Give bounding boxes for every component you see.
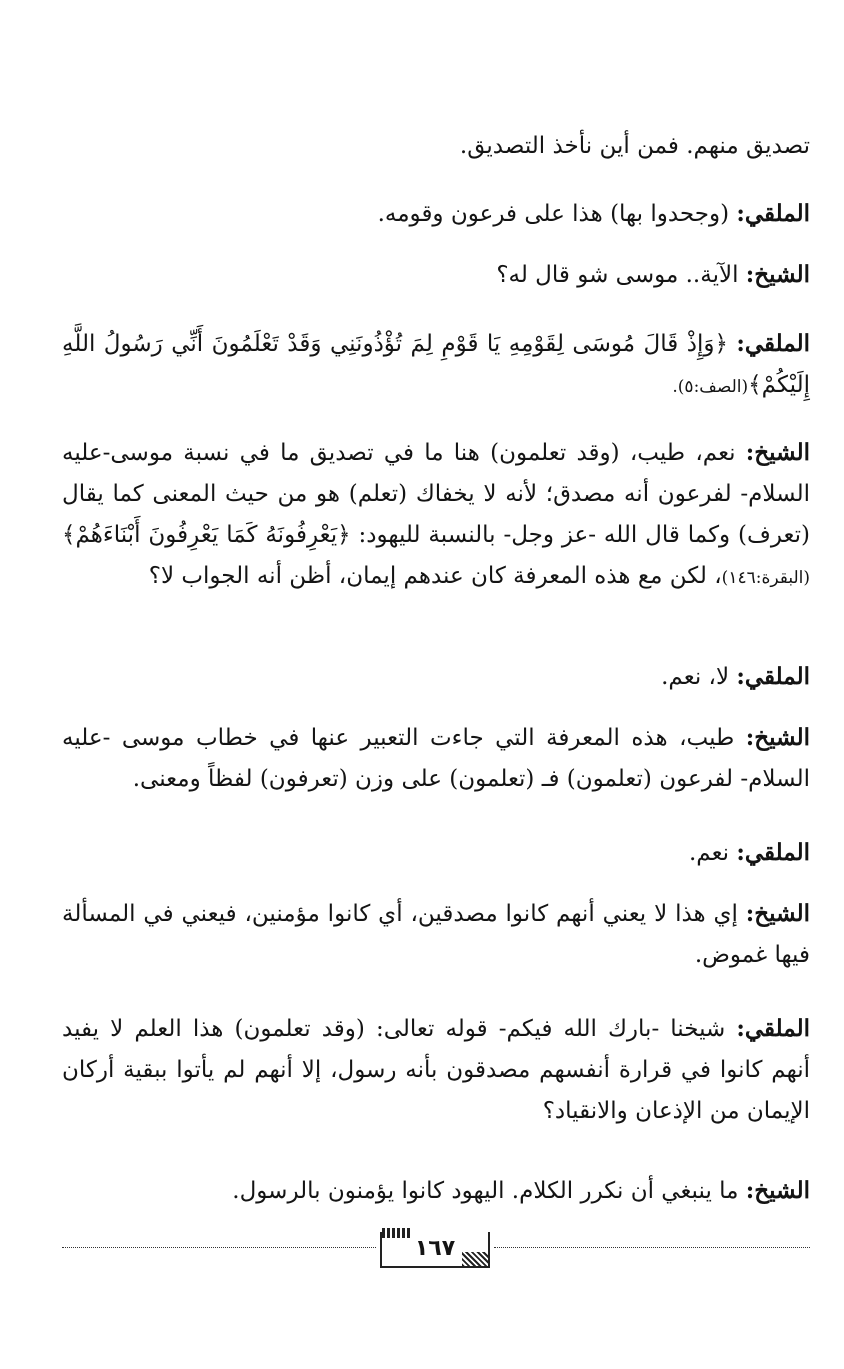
paragraph-sheikh xyxy=(62,432,810,599)
speaker-label: الشيخ: xyxy=(745,724,810,751)
paragraph-sheikh xyxy=(62,893,810,976)
paragraph-reciter xyxy=(62,656,810,698)
paragraph-continuation xyxy=(62,126,810,167)
page-number-frame xyxy=(380,1232,490,1268)
quran-verse: ﴿وَإِذْ قَالَ مُوسَى لِقَوْمِهِ يَا قَوْمِ لِمَ تُؤْذُونَنِي وَقَدْ تَعْلَمُونَ أَنِّي رَسُولُ اللَّهِ إِلَيْكُمْ﴾ xyxy=(62,331,810,398)
paragraph-text-continued: ، لكن مع هذه المعرفة كان عندهم إيمان، أظن أنه الجواب لا؟ xyxy=(148,563,722,589)
footer-rule-right xyxy=(494,1247,810,1248)
speaker-label: الملقي: xyxy=(736,330,810,357)
paragraph-sheikh xyxy=(62,717,810,800)
paragraph-text: ما ينبغي أن نكرر الكلام. اليهود كانوا يؤمنون بالرسول. xyxy=(232,1178,746,1204)
paragraph-sheikh xyxy=(62,1170,810,1212)
speaker-label: الملقي: xyxy=(736,200,810,227)
paragraph-text: لا، نعم. xyxy=(661,664,737,690)
paragraph-text: شيخنا -بارك الله فيكم- قوله تعالى: (وقد تعلمون) هذا العلم لا يفيد أنهم كانوا في قرارة أنفسهم مصدقون بأنه رسول، إلا أنهم لم يأتوا ببقية أركان الإيمان من الإذعان والانقياد؟ xyxy=(62,1016,810,1124)
paragraph-reciter xyxy=(62,193,810,235)
speaker-label: الملقي: xyxy=(736,839,810,866)
paragraph-text: الآية.. موسى شو قال له؟ xyxy=(496,262,746,288)
page-number: ١٦٧ xyxy=(414,1236,456,1261)
paragraph-sheikh xyxy=(62,254,810,296)
footer-rule-left xyxy=(62,1247,376,1248)
paragraph-text: نعم، طيب، (وقد تعلمون) هنا ما في تصديق ما في نسبة موسى-عليه السلام- لفرعون أنه مصدق؛ لأنه لا يخفاك (تعلم) هو من حيث المعنى كما يقال (تعرف) وكما قال الله -عز وجل- بالنسبة لليهود: ﴿يَعْرِفُونَهُ كَمَا يَعْرِفُونَ أَبْنَاءَهُمْ﴾ xyxy=(62,440,810,548)
paragraph-text: (وجحدوا بها) هذا على فرعون وقومه. xyxy=(377,201,737,227)
paragraph-reciter xyxy=(62,832,810,874)
speaker-label: الشيخ: xyxy=(745,439,810,466)
speaker-label: الشيخ: xyxy=(745,900,810,927)
paragraph-reciter-verse xyxy=(62,323,810,408)
speaker-label: الشيخ: xyxy=(745,261,810,288)
speaker-label: الشيخ: xyxy=(745,1177,810,1204)
paragraph-reciter xyxy=(62,1008,810,1132)
paragraph-text: نعم. xyxy=(688,840,737,866)
paragraph-text: تصديق منهم. فمن أين نأخذ التصديق. xyxy=(459,133,810,159)
paragraph-text: إي هذا لا يعني أنهم كانوا مصدقين، أي كانوا مؤمنين، فيعني في المسألة فيها غموض. xyxy=(62,901,810,968)
verse-reference: (الصف:٥). xyxy=(672,377,749,397)
paragraph-text: طيب، هذه المعرفة التي جاءت التعبير عنها في خطاب موسى -عليه السلام- لفرعون (تعلمون) فـ (تعلمون) على وزن (تعرفون) لفظاً ومعنى. xyxy=(62,725,810,792)
speaker-label: الملقي: xyxy=(736,663,810,690)
speaker-label: الملقي: xyxy=(736,1015,810,1042)
verse-reference: (البقرة:١٤٦) xyxy=(721,568,810,588)
